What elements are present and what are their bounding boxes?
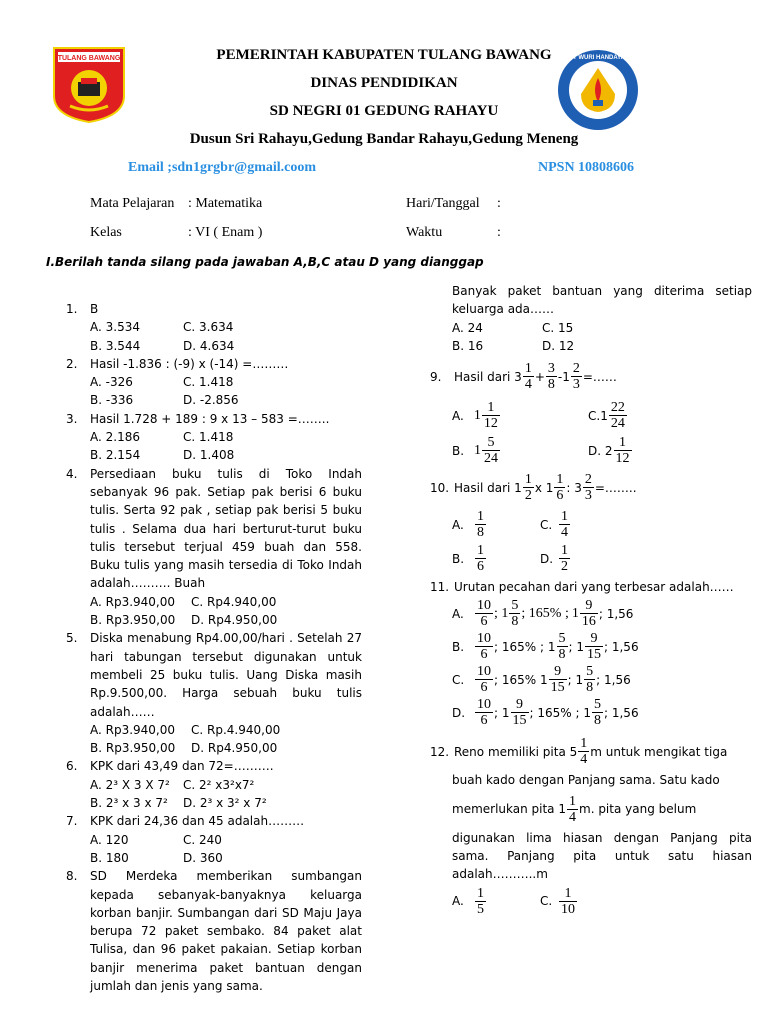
percent-value: ; 165% — [494, 672, 537, 687]
decimal-value: ; 1,56 — [604, 705, 639, 720]
denominator: 4 — [569, 809, 576, 825]
denominator: 12 — [483, 416, 498, 432]
question-text: Reno memiliki pita 5 — [454, 744, 578, 759]
denominator: 6 — [477, 559, 484, 575]
options-row — [66, 739, 362, 757]
denominator: 8 — [594, 713, 601, 729]
options-row — [430, 509, 752, 540]
fraction — [546, 361, 557, 392]
numerator: 1 — [580, 736, 588, 752]
numerator: 2 — [584, 472, 592, 488]
fraction — [571, 361, 582, 392]
numerator: 2 — [572, 361, 580, 377]
subject-label: Mata Pelajaran — [90, 196, 175, 211]
option-b[interactable]: B. 2³ x 3 x 7² — [90, 796, 168, 811]
option-d[interactable]: D. Rp4.950,00 — [191, 613, 278, 628]
options-row — [66, 337, 362, 355]
question-5 — [66, 629, 362, 720]
denominator: 8 — [547, 377, 555, 393]
option-d[interactable]: D. -2.856 — [183, 393, 239, 408]
numerator: 1 — [569, 793, 576, 809]
numerator: 10 — [477, 631, 491, 647]
logo-right-text: TUT WURI HANDAYANI — [565, 55, 631, 61]
denominator: 8 — [511, 614, 519, 630]
numerator: 9 — [511, 697, 529, 713]
question-text: Hasil dari 3 — [454, 369, 522, 384]
option-a[interactable]: A. Rp3.940,00 — [90, 722, 176, 737]
fraction — [559, 509, 570, 540]
denominator: 15 — [512, 713, 527, 729]
denominator: 8 — [586, 680, 594, 696]
denominator: 15 — [587, 647, 601, 663]
question-number: 3. — [66, 411, 78, 426]
option-b[interactable]: B. Rp3.950,00 — [90, 613, 176, 628]
fraction — [511, 697, 529, 728]
question-7 — [66, 812, 362, 830]
option-b[interactable]: B. 16 — [452, 338, 484, 353]
question-text: B — [90, 302, 99, 316]
class-value: : VI ( Enam ) — [188, 225, 263, 240]
question-number: 5. — [66, 631, 78, 646]
option-letter: D. 2 — [588, 443, 613, 458]
question-10 — [430, 472, 752, 503]
option-d[interactable] — [540, 543, 571, 574]
percent-value: ; 165% — [529, 705, 572, 720]
option-c[interactable]: C. Rp.4.940,00 — [191, 722, 281, 737]
numerator: 1 — [524, 472, 532, 488]
numerator: 1 — [482, 400, 500, 416]
whole-number: 1 — [473, 407, 481, 423]
option-d[interactable]: D. 4.634 — [183, 338, 235, 353]
option-letter: B. — [452, 639, 465, 654]
decimal-value: ; 1,56 — [596, 672, 631, 687]
denominator: 24 — [484, 451, 499, 467]
option-d[interactable]: D. 2³ x 3² x 7² — [183, 796, 267, 811]
numerator: 1 — [477, 885, 484, 901]
numerator: 22 — [610, 400, 625, 416]
question-number: 1. — [66, 302, 78, 316]
logo-left-text: TULANG BAWANG — [57, 55, 121, 62]
header-line-2: DINAS PENDIDIKAN — [310, 75, 458, 91]
separator: ; 1 — [494, 705, 510, 720]
numerator: 9 — [585, 631, 603, 647]
options-row — [430, 400, 752, 431]
question-number: 11. — [430, 580, 450, 595]
question-11 — [430, 578, 752, 596]
option-d[interactable]: D. 360 — [183, 850, 223, 865]
fraction — [584, 664, 595, 695]
question-2 — [66, 355, 362, 373]
whole-number: 1 — [540, 672, 548, 687]
question-6 — [66, 757, 362, 775]
header-line-3: SD NEGRI 01 GEDUNG RAHAYU — [269, 103, 499, 119]
denominator: 8 — [558, 647, 566, 663]
question-number: 4. — [66, 466, 78, 481]
question-text: Hasil dari 1 — [454, 480, 522, 495]
option-letter: A. — [452, 606, 464, 621]
numerator: 1 — [561, 509, 568, 525]
numerator: 10 — [477, 664, 491, 680]
option-b[interactable] — [452, 435, 588, 466]
question-text: buah kado dengan Panjang sama. Satu kado — [452, 773, 720, 788]
question-number: 12. — [430, 744, 450, 759]
option-d[interactable] — [588, 435, 633, 466]
fraction — [583, 472, 594, 503]
question-number: 6. — [66, 759, 78, 774]
fraction — [559, 886, 577, 917]
separator: ; 1 — [567, 672, 584, 687]
options-row — [66, 794, 362, 812]
option-a[interactable] — [452, 509, 540, 540]
fraction — [475, 543, 486, 574]
denominator: 16 — [581, 614, 596, 630]
denominator: 3 — [584, 488, 592, 504]
question-text: KPK dari 24,36 dan 45 adalah……… — [90, 814, 305, 829]
question-number: 2. — [66, 356, 78, 371]
option-c[interactable]: C. Rp4.940,00 — [191, 594, 277, 609]
school-npsn: NPSN 10808606 — [538, 160, 635, 175]
fraction — [523, 361, 534, 392]
header-line-4: Dusun Sri Rahayu,Gedung Bandar Rahayu,Gedung Meneng — [189, 131, 579, 147]
option-letter: C. — [540, 517, 553, 532]
fraction — [482, 435, 500, 466]
option-d[interactable]: D. 1.408 — [183, 448, 235, 463]
option-letter: B. — [452, 551, 465, 566]
instruction: I.Berilah tanda silang pada jawaban A,B,C atau D yang dianggap — [46, 255, 484, 269]
option-d[interactable] — [430, 697, 752, 728]
percent-value: ; 165% ; — [521, 605, 569, 621]
numerator: 10 — [477, 598, 491, 614]
option-c[interactable]: C. 15 — [542, 320, 574, 335]
options-row — [66, 611, 362, 629]
separator: ; 1 — [575, 705, 591, 720]
denominator: 5 — [477, 901, 484, 917]
question-12 — [430, 736, 752, 767]
fraction — [475, 631, 493, 662]
denominator: 6 — [480, 713, 488, 729]
option-c[interactable] — [588, 400, 628, 431]
option-letter: D. — [452, 705, 466, 720]
option-letter: A. — [452, 894, 464, 909]
separator: ; 1 — [494, 605, 509, 621]
option-a[interactable]: A. -326 — [90, 375, 133, 390]
fraction — [523, 472, 534, 503]
question-text: m untuk mengikat tiga — [590, 744, 728, 759]
numerator: 1 — [556, 472, 564, 488]
numerator: 9 — [580, 598, 598, 614]
option-a[interactable]: A. 3.534 — [90, 320, 140, 335]
fraction — [554, 472, 565, 503]
options-row — [66, 391, 362, 409]
option-d[interactable]: D. Rp4.950,00 — [191, 741, 278, 756]
numerator: 1 — [559, 886, 577, 902]
option-a[interactable] — [452, 400, 588, 431]
fraction — [614, 435, 632, 466]
fraction — [557, 631, 568, 662]
denominator: 24 — [610, 416, 625, 432]
question-8-continued: Banyak paket bantuan yang diterima setiap keluarga ada…… — [452, 284, 752, 317]
option-d[interactable]: D. 12 — [542, 338, 575, 353]
numerator: 1 — [524, 361, 532, 377]
question-number: 10. — [430, 480, 450, 495]
right-column — [430, 282, 752, 917]
denominator: 6 — [556, 488, 564, 504]
school-email: Email ;sdn1grgbr@gmail.coom — [128, 160, 317, 175]
fraction — [578, 736, 589, 767]
numerator: 3 — [547, 361, 555, 377]
question-text: digunakan lima hiasan dengan Panjang pita sama. Panjang pita untuk satu hiasan adalah………..m — [452, 830, 752, 882]
numerator: 5 — [586, 664, 594, 680]
question-number: 8. — [66, 869, 78, 884]
question-suffix: =…….. — [594, 480, 637, 495]
whole-number: 1 — [474, 442, 482, 458]
denominator: 6 — [480, 647, 488, 663]
option-a[interactable]: A. Rp3.940,00 — [90, 594, 176, 609]
fraction — [585, 631, 603, 662]
numerator: 5 — [558, 631, 566, 647]
fraction — [475, 664, 493, 695]
numerator: 1 — [561, 543, 568, 559]
class-label: Kelas — [90, 225, 122, 240]
options-row — [66, 318, 362, 336]
option-b[interactable]: B. 180 — [90, 850, 129, 865]
fraction — [609, 400, 627, 431]
options-row — [66, 428, 362, 446]
question-number: 7. — [66, 814, 78, 829]
numerator: 10 — [477, 697, 491, 713]
denominator: 6 — [480, 614, 488, 630]
question-text: m. pita yang belum — [579, 802, 697, 817]
numerator: 1 — [614, 435, 632, 451]
denominator: 8 — [477, 525, 484, 541]
options-row — [430, 337, 752, 355]
option-b[interactable] — [430, 631, 752, 662]
options-row — [430, 435, 752, 466]
question-suffix: =…… — [582, 369, 617, 384]
fraction — [475, 509, 486, 540]
denominator: 6 — [480, 680, 488, 696]
question-text: Diska menabung Rp4.00,00/hari . Setelah 27 hari tabungan tersebut digunakan untuk membeli 25 buku tulis. Uang Diska masih Rp.9.500,00. Harga sebuah buku tulis adalah…… — [90, 631, 362, 719]
option-letter: D. — [540, 551, 554, 566]
question-text: KPK dari 43,49 dan 72=………. — [90, 759, 274, 774]
question-text: Hasil -1.836 : (-9) x (-14) =……… — [90, 356, 289, 371]
denominator: 12 — [615, 451, 630, 467]
denominator: 3 — [572, 377, 580, 393]
decimal-value: ; 1,56 — [598, 606, 634, 621]
option-b[interactable]: B. 2.154 — [90, 448, 141, 463]
separator: ; 1 — [540, 639, 556, 654]
option-c[interactable]: C. 1.418 — [183, 375, 234, 390]
question-4 — [66, 465, 362, 593]
question-text: Urutan pecahan dari yang terbesar adalah…… — [454, 580, 734, 595]
option-c[interactable] — [540, 886, 578, 917]
option-letter: A. — [452, 517, 464, 532]
fraction — [559, 543, 570, 574]
fraction — [549, 664, 567, 695]
operator: + — [534, 369, 545, 384]
numerator: 5 — [482, 435, 500, 451]
fraction — [475, 697, 493, 728]
subject-value: : Matematika — [188, 196, 263, 211]
options-row — [66, 849, 362, 867]
option-a[interactable]: A. 2³ X 3 X 7² — [90, 777, 170, 792]
question-text: Persediaan buku tulis di Toko Indah sebanyak 96 pak. Setiap pak berisi 6 buku tulis. Serta 92 pak , setiap pak berisi 5 buku tulis . Selama dua hari berturut-turut buku tulis tersebut terjual 459 buah dan 558. Buku tulis yang masih tersedia di Toko Indah adalah………. Buah — [90, 466, 362, 591]
fraction — [592, 697, 603, 728]
option-c[interactable] — [430, 664, 752, 695]
options-row — [66, 721, 362, 739]
header-line-1: PEMERINTAH KABUPATEN TULANG BAWANG — [216, 47, 552, 63]
operator: x 1 — [534, 480, 554, 495]
time-label: Waktu — [406, 225, 443, 240]
denominator: 4 — [561, 525, 568, 541]
denominator: 2 — [561, 559, 568, 575]
question-9 — [430, 361, 752, 392]
denominator: 2 — [524, 488, 532, 504]
question-text: SD Merdeka memberikan sumbangan kepada sebanyak-banyaknya keluarga korban banjir. Sumbangan dari SD Maju Jaya berupa 72 paket sembako. 84 paket alat Tulisa, dan 96 paket pakaian. Setiap korban banjir menerima paket bantuan dengan jumlah dan jenis yang sama. — [90, 869, 362, 993]
options-row — [430, 543, 752, 574]
question-8 — [66, 867, 362, 995]
fraction — [580, 598, 598, 629]
options-row — [66, 776, 362, 794]
option-a[interactable]: A. 120 — [90, 832, 129, 847]
option-letter: C. — [540, 894, 553, 909]
option-a[interactable] — [430, 598, 752, 629]
options-row — [430, 319, 752, 337]
separator: ; 1 — [568, 639, 584, 654]
option-b[interactable]: B. Rp3.950,00 — [90, 741, 176, 756]
percent-value: ; 165% — [494, 639, 537, 654]
option-b[interactable]: B. 3.544 — [90, 338, 141, 353]
operator: : 3 — [566, 480, 582, 495]
numerator: 1 — [477, 509, 484, 525]
fraction — [567, 794, 578, 825]
option-letter: B. — [452, 443, 465, 458]
question-text-line — [430, 794, 752, 825]
question-3 — [66, 410, 362, 428]
option-letter: A. — [452, 408, 464, 423]
denominator: 10 — [561, 901, 575, 917]
options-row — [66, 373, 362, 391]
question-1 — [66, 300, 362, 318]
decimal-value: ; 1,56 — [604, 639, 639, 654]
time-value: : — [497, 225, 501, 240]
option-a[interactable]: A. 2.186 — [90, 430, 140, 445]
whole-number: 1 — [571, 605, 579, 621]
question-text: Hasil 1.728 + 189 : 9 x 13 – 583 =…….. — [90, 411, 330, 426]
option-a[interactable] — [452, 886, 540, 917]
options-row — [66, 446, 362, 464]
question-text: memerlukan pita 1 — [452, 802, 566, 817]
numerator: 5 — [594, 697, 601, 713]
option-a[interactable]: A. 24 — [452, 320, 483, 335]
numerator: 5 — [511, 598, 519, 614]
option-c[interactable]: C. 1.418 — [183, 430, 234, 445]
fraction — [509, 598, 520, 629]
option-b[interactable]: B. -336 — [90, 393, 134, 408]
options-row — [66, 593, 362, 611]
day-value: : — [497, 196, 501, 211]
option-c[interactable]: C. 3.634 — [183, 320, 234, 335]
question-number: 9. — [430, 369, 442, 384]
fraction — [475, 598, 493, 629]
fraction — [482, 400, 500, 431]
left-column — [66, 300, 362, 995]
option-c[interactable]: C. 240 — [183, 832, 222, 847]
options-row — [66, 831, 362, 849]
option-c[interactable]: C. 2² x3²x7² — [183, 777, 255, 792]
day-label: Hari/Tanggal — [406, 196, 480, 211]
numerator: 1 — [477, 543, 484, 559]
option-c[interactable] — [540, 509, 571, 540]
option-letter: C.1 — [588, 408, 608, 423]
option-letter: C. — [452, 672, 465, 687]
denominator: 4 — [524, 377, 532, 393]
option-b[interactable] — [452, 543, 540, 574]
denominator: 15 — [550, 680, 565, 696]
operator: -1 — [557, 369, 570, 384]
fraction — [475, 886, 486, 917]
denominator: 4 — [580, 752, 588, 768]
options-row — [430, 886, 752, 917]
numerator: 9 — [549, 664, 567, 680]
